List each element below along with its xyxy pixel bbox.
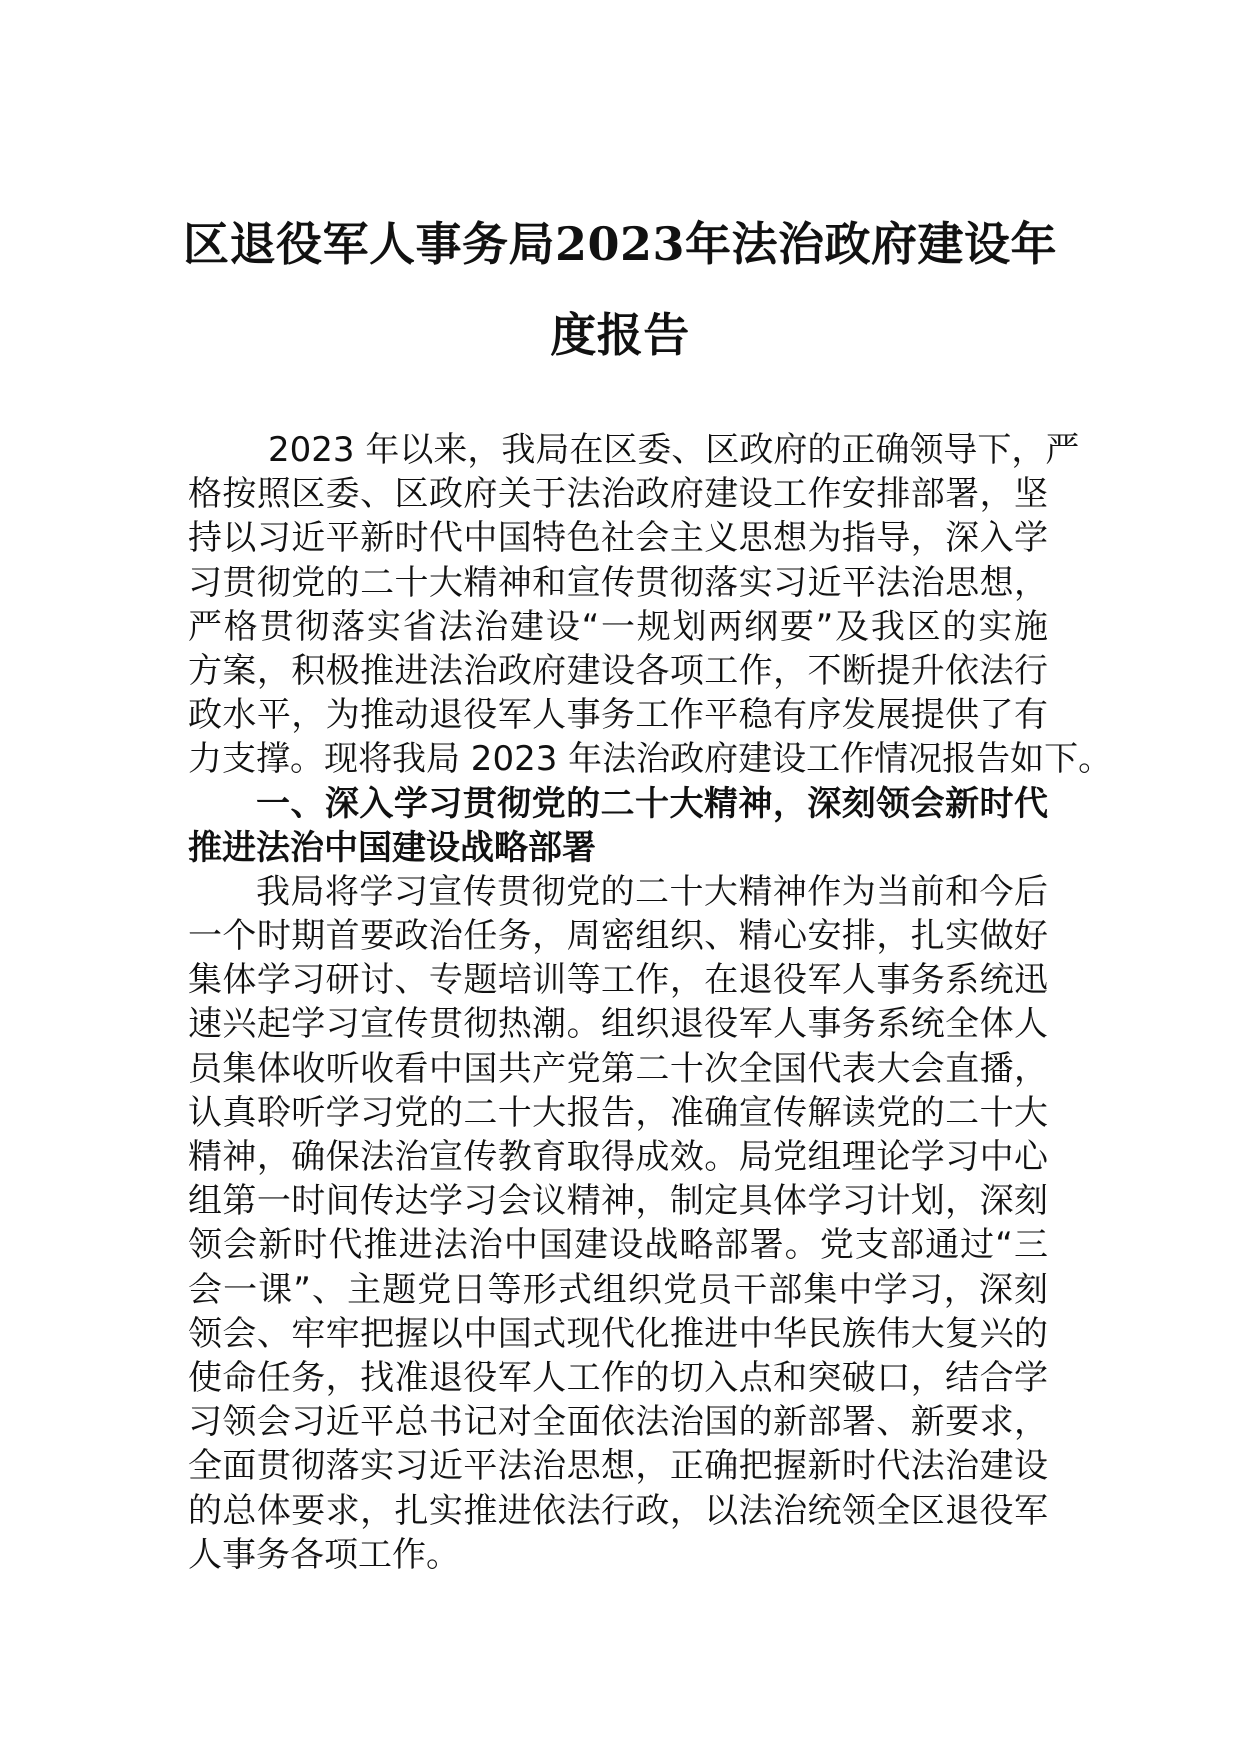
paragraph-line: 使命任务，找准退役军人工作的切入点和突破口，结合学	[188, 1357, 1048, 1398]
paragraph-line: 全面贯彻落实习近平法治思想，正确把握新时代法治建设	[188, 1446, 1048, 1487]
paragraph-line: 一个时期首要政治任务，周密组织、精心安排，扎实做好	[188, 916, 1048, 957]
paragraph-line: 认真聆听学习党的二十大报告，准确宣传解读党的二十大	[188, 1092, 1048, 1133]
paragraph-line: 力支撑。现将我局 2023 年法治政府建设工作情况报告如下。	[188, 739, 1113, 780]
section-heading-line: 一、深入学习贯彻党的二十大精神，深刻领会新时代	[256, 783, 1048, 824]
paragraph-line: 速兴起学习宣传贯彻热潮。组织退役军人事务系统全体人	[188, 1004, 1048, 1045]
paragraph-line: 严格贯彻落实省法治建设“一规划两纲要”及我区的实施	[188, 606, 1048, 647]
paragraph-line: 我局将学习宣传贯彻党的二十大精神作为当前和今后	[256, 871, 1048, 912]
paragraph-line: 政水平，为推动退役军人事务工作平稳有序发展提供了有	[188, 695, 1048, 736]
paragraph-line: 领会、牢牢把握以中国式现代化推进中华民族伟大复兴的	[188, 1313, 1048, 1354]
paragraph-line: 会一课”、主题党日等形式组织党员干部集中学习，深刻	[188, 1269, 1048, 1310]
paragraph-line: 格按照区委、区政府关于法治政府建设工作安排部署，坚	[188, 474, 1048, 515]
paragraph-section-1	[188, 870, 1048, 1577]
paragraph-line: 员集体收听收看中国共产党第二十次全国代表大会直播，	[188, 1048, 1048, 1089]
paragraph-line: 精神，确保法治宣传教育取得成效。局党组理论学习中心	[188, 1137, 1048, 1177]
paragraph-line: 领会新时代推进法治中国建设战略部署。党支部通过“三	[188, 1225, 1048, 1266]
document-body	[188, 428, 1113, 1577]
paragraph-line: 习领会习近平总书记对全面依法治国的新部署、新要求，	[188, 1402, 1048, 1443]
paragraph-line: 习贯彻党的二十大精神和宣传贯彻落实习近平法治思想，	[188, 562, 1048, 603]
paragraph-line: 2023 年以来，我局在区委、区政府的正确领导下，严	[268, 430, 1080, 470]
paragraph-line: 的总体要求，扎实推进依法行政，以法治统领全区退役军	[188, 1490, 1048, 1531]
paragraph-line: 集体学习研讨、专题培训等工作，在退役军人事务系统迅	[188, 960, 1048, 1001]
paragraph-line: 持以习近平新时代中国特色社会主义思想为指导，深入学	[188, 518, 1048, 559]
section-heading-1	[188, 782, 1048, 870]
document-title-line-1: 区退役军人事务局2023年法治政府建设年	[182, 217, 1058, 271]
section-heading-line: 推进法治中国建设战略部署	[188, 827, 596, 868]
document-title-line-2: 度报告	[550, 308, 690, 362]
paragraph-intro	[188, 428, 1113, 782]
paragraph-line: 人事务各项工作。	[188, 1534, 460, 1575]
paragraph-line: 组第一时间传达学习会议精神，制定具体学习计划，深刻	[188, 1181, 1048, 1222]
paragraph-line: 方案，积极推进法治政府建设各项工作，不断提升依法行	[188, 650, 1048, 691]
